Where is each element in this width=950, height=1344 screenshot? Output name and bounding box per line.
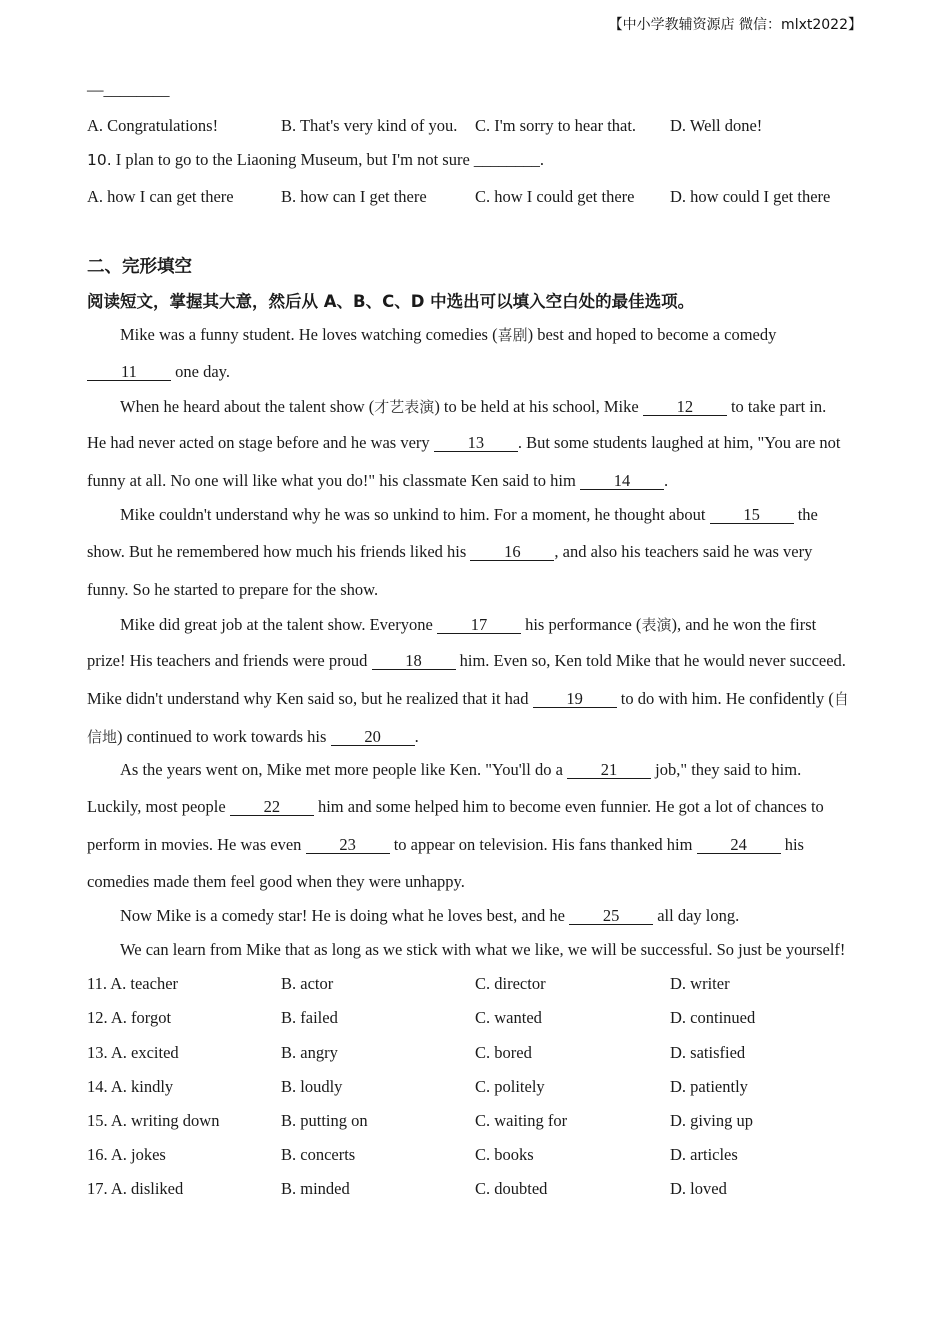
header-watermark: 【中小学教辅资源店 微信：mlxt2022】 bbox=[608, 17, 862, 33]
blank-14: 14 bbox=[580, 472, 664, 490]
q10-option-a: A. how I can get there bbox=[87, 187, 234, 206]
blank-24: 24 bbox=[697, 836, 781, 854]
passage-line: 11 one day. bbox=[87, 362, 230, 382]
passage-line: He had never acted on stage before and he was very 13 . But some students laughed at him, "You are not bbox=[87, 433, 841, 452]
choice-11-b: B. actor bbox=[281, 974, 334, 993]
choice-17-a: 17. A. disliked bbox=[87, 1179, 184, 1198]
passage-line: perform in movies. He was even 23 to appear on television. His fans thanked him 24 his bbox=[87, 835, 804, 854]
choice-15-c: C. waiting for bbox=[475, 1111, 568, 1130]
q9-option-a: A. Congratulations! bbox=[87, 116, 219, 135]
q9-option-d: D. Well done! bbox=[670, 116, 763, 135]
section-instruction: 阅读短文，掌握其大意，然后从 A、B、C、D 中选出可以填入空白处的最佳选项。 bbox=[87, 292, 695, 311]
choice-16-d: D. articles bbox=[670, 1145, 738, 1164]
q10-option-d: D. how could I get there bbox=[670, 187, 831, 206]
passage-line: Mike did great job at the talent show. Everyone 17 his performance (表演), and he won the first bbox=[120, 615, 817, 634]
choice-14-a: 14. A. kindly bbox=[87, 1077, 174, 1096]
choice-12-a: 12. A. forgot bbox=[87, 1008, 172, 1027]
q10-number: 10. bbox=[87, 151, 112, 169]
passage-line: comedies made them feel good when they were unhappy. bbox=[87, 872, 465, 891]
blank-12: 12 bbox=[643, 398, 727, 416]
choice-14-b: B. loudly bbox=[281, 1077, 343, 1096]
q10-stem bbox=[87, 150, 544, 170]
choice-15-d: D. giving up bbox=[670, 1111, 753, 1130]
passage-line: Now Mike is a comedy star! He is doing what he loves best, and he 25 all day long. bbox=[120, 906, 740, 925]
choice-11-a: 11. A. teacher bbox=[87, 974, 179, 993]
passage-line: 信地) continued to work towards his 20 . bbox=[87, 727, 419, 746]
passage-line: Mike was a funny student. He loves watching comedies (喜剧) best and hoped to become a comedy bbox=[120, 325, 777, 344]
passage-line: We can learn from Mike that as long as we stick with what we like, we will be successful. So just be yourself! bbox=[120, 940, 846, 959]
blank-13: 13 bbox=[434, 434, 518, 452]
choice-14-d: D. patiently bbox=[670, 1077, 748, 1096]
passage-line: When he heard about the talent show (才艺表演) to be held at his school, Mike 12 to take part in. bbox=[120, 397, 827, 416]
choice-15-b: B. putting on bbox=[281, 1111, 368, 1130]
blank-19: 19 bbox=[533, 690, 617, 708]
q10-text: I plan to go to the Liaoning Museum, but I'm not sure ________. bbox=[115, 150, 545, 169]
blank-22: 22 bbox=[230, 798, 314, 816]
choice-17-b: B. minded bbox=[281, 1179, 350, 1198]
choice-12-b: B. failed bbox=[281, 1008, 338, 1027]
choice-13-d: D. satisfied bbox=[670, 1043, 746, 1062]
q10-option-b: B. how can I get there bbox=[281, 187, 427, 206]
passage-line: show. But he remembered how much his friends liked his 16 , and also his teachers said he was very bbox=[87, 542, 813, 561]
passage-line: funny at all. No one will like what you do!" his classmate Ken said to him 14 . bbox=[87, 471, 669, 490]
choice-12-d: D. continued bbox=[670, 1008, 756, 1027]
choice-14-c: C. politely bbox=[475, 1077, 545, 1096]
passage-line: funny. So he started to prepare for the show. bbox=[87, 580, 379, 599]
blank-11: 11 bbox=[87, 363, 171, 381]
blank-23: 23 bbox=[306, 836, 390, 854]
blank-17: 17 bbox=[437, 616, 521, 634]
choice-16-a: 16. A. jokes bbox=[87, 1145, 166, 1164]
q10-option-c: C. how I could get there bbox=[475, 187, 635, 206]
q9-option-b: B. That's very kind of you. bbox=[281, 116, 458, 135]
q9-option-c: C. I'm sorry to hear that. bbox=[475, 116, 637, 135]
choice-13-c: C. bored bbox=[475, 1043, 532, 1062]
passage-line: Mike couldn't understand why he was so unkind to him. For a moment, he thought about 15 the bbox=[120, 505, 818, 524]
blank-15: 15 bbox=[710, 506, 794, 524]
choice-15-a: 15. A. writing down bbox=[87, 1111, 220, 1130]
choice-13-a: 13. A. excited bbox=[87, 1043, 179, 1062]
passage-line: Luckily, most people 22 him and some helped him to become even funnier. He got a lot of chances to bbox=[87, 797, 824, 816]
passage-line: prize! His teachers and friends were proud 18 him. Even so, Ken told Mike that he would never succeed. bbox=[87, 651, 846, 670]
section-title: 二、完形填空 bbox=[87, 257, 192, 277]
passage-line: As the years went on, Mike met more people like Ken. "You'll do a 21 job," they said to him. bbox=[120, 760, 802, 779]
choice-11-c: C. director bbox=[475, 974, 546, 993]
passage-line: Mike didn't understand why Ken said so, but he realized that it had 19 to do with him. He confidently (自 bbox=[87, 689, 849, 708]
blank-25: 25 bbox=[569, 907, 653, 925]
choice-16-c: C. books bbox=[475, 1145, 534, 1164]
blank-21: 21 bbox=[567, 761, 651, 779]
choice-13-b: B. angry bbox=[281, 1043, 338, 1062]
choice-17-d: D. loved bbox=[670, 1179, 727, 1198]
blank-16: 16 bbox=[470, 543, 554, 561]
choice-11-d: D. writer bbox=[670, 974, 730, 993]
choice-16-b: B. concerts bbox=[281, 1145, 356, 1164]
blank-20: 20 bbox=[331, 728, 415, 746]
choice-12-c: C. wanted bbox=[475, 1008, 542, 1027]
blank-18: 18 bbox=[372, 652, 456, 670]
q9-answer-dash: —________ bbox=[87, 80, 170, 99]
choice-17-c: C. doubted bbox=[475, 1179, 548, 1198]
